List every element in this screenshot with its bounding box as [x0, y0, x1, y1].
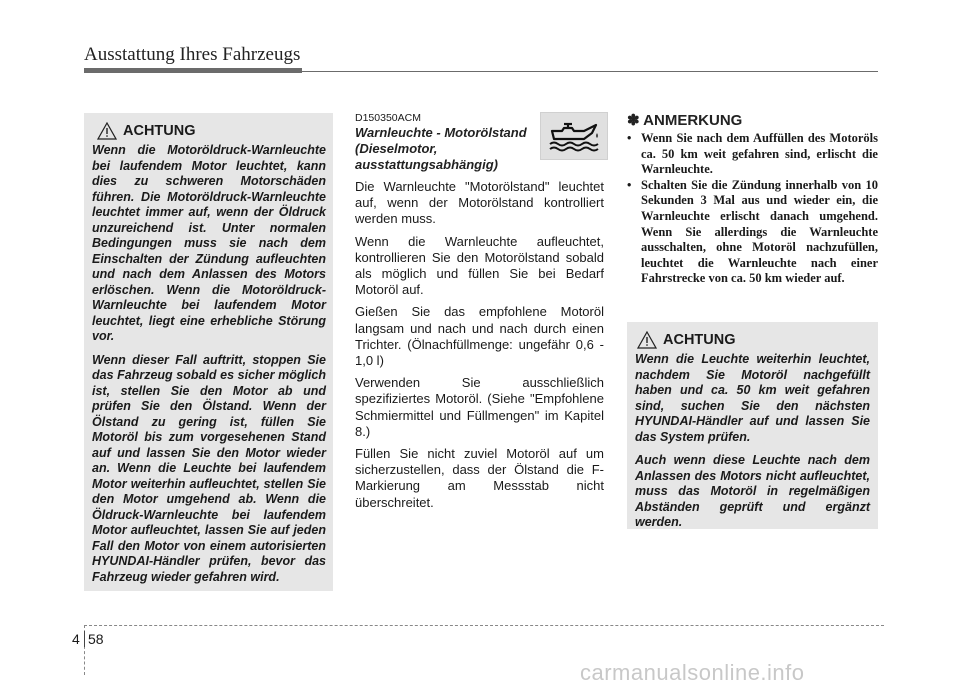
- left-warning-title: ACHTUNG: [123, 123, 196, 139]
- right-warning-header: [635, 331, 870, 349]
- section-code: D150350ACM: [355, 112, 421, 124]
- note-item: • Schalten Sie die Zündung innerhalb von 10 Sekunden 3 Mal aus und wieder ein, die Warnleuchte erlischt danach umgehend. Wenn Sie allerdings die Warnleuchte ausschalten, ohne Motoröl nachzufüllen, leuchtet die Warnleuchte nach einer Fahrstrecke von ca. 50 km wieder auf.: [627, 178, 878, 287]
- left-warning-header: [92, 122, 326, 140]
- right-warning-paragraph: Wenn die Leuchte weiterhin leuchtet, nachdem Sie Motoröl nachgefüllt haben und ca. 50 km weit gefahren sind, suchen Sie den nächsten HYUNDAI-Händler auf und lassen Sie das System prüfen.: [635, 352, 870, 444]
- left-warning-body: [92, 143, 326, 585]
- left-warning-box: [84, 113, 333, 591]
- section-subtitle: Warnleuchte - Motorölstand (Dieselmotor, ausstattungsabhängig): [355, 125, 527, 172]
- watermark: carmanualsonline.info: [580, 660, 805, 685]
- left-warning-paragraph: Wenn dieser Fall auftritt, stoppen Sie das Fahrzeug sobald es sicher möglich ist, stellen Sie den Motor ab und prüfen Sie den Ölstand. Wenn der Ölstand zu gering ist, füllen Sie Motoröl bis zum vorgesehenen Stand auf und lassen Sie den Motor wieder an. Wenn die Leuchte bei laufendem Motor weiterhin aufleuchtet, stellen Sie den Motor umgehend ab. Wenn die Öldruck-Warnleuchte bei laufendem Motor aufleuchtet, lassen Sie auf jeden Fall den Motor von einem autorisierten HYUNDAI-Händler prüfen, bevor das Fahrzeug wieder gefahren wird.: [92, 352, 326, 584]
- page-number-separator: [84, 631, 85, 647]
- body-paragraph: Füllen Sie nicht zuviel Motoröl auf um sicherzustellen, dass der Ölstand die F-Markierung am Messstab nicht überschreitet.: [355, 446, 604, 510]
- body-paragraph: Die Warnleuchte "Motorölstand" leuchtet auf, wenn der Motorölstand kontrolliert werden muss.: [355, 179, 604, 227]
- oil-can-icon: [546, 119, 602, 153]
- body-paragraph: Verwenden Sie ausschließlich spezifiziertes Motoröl. (Siehe "Empfohlene Schmiermittel und Füllmengen" im Kapitel 8.): [355, 375, 604, 439]
- body-paragraph: Wenn die Warnleuchte aufleuchtet, kontrollieren Sie den Motorölstand sobald als möglich und füllen Sie bei Bedarf Motoröl auf.: [355, 233, 604, 298]
- right-warning-paragraph: Auch wenn diese Leuchte nach dem Anlassen des Motors nicht aufleuchtet, muss das Motoröl in regelmäßigen Abständen geprüft und ergänzt werden.: [635, 453, 870, 529]
- left-warning-paragraph: Wenn die Motoröldruck-Warnleuchte bei laufendem Motor leuchtet, kann dies zu schweren Motorschäden führen. Die Motoröldruck-Warnleuchte leuchtet immer auf, wenn der Öldruck unzureichend ist. Unter normalen Bedingungen muss sie nach dem Einschalten der Zündung aufleuchten und nach dem Anlassen des Motors erlöschen. Wenn die Motoröldruck-Warnleuchte bei laufendem Motor leuchtet, liegt eine erhebliche Störung vor.: [92, 143, 326, 343]
- oil-level-icon: [540, 112, 608, 160]
- footer-rule: [84, 625, 884, 626]
- warning-triangle-icon: [637, 331, 657, 349]
- note-list: [627, 131, 878, 287]
- right-warning-title: ACHTUNG: [663, 332, 736, 348]
- body-paragraph: Gießen Sie das empfohlene Motoröl langsam und nach und nach durch einen Trichter. (Ölnachfüllmenge: ungefähr 0,6 - 1,0 l): [355, 304, 604, 369]
- note-item: • Wenn Sie nach dem Auffüllen des Motoröls ca. 50 km weit gefahren sind, erlischt die Warnleuchte.: [627, 131, 878, 178]
- right-warning-body: [635, 352, 870, 531]
- page-number: 58: [88, 631, 104, 647]
- warning-triangle-icon: [97, 122, 117, 140]
- chapter-number: 4: [72, 631, 80, 647]
- note-title: ✽ ANMERKUNG: [627, 112, 743, 129]
- right-warning-box: [627, 322, 878, 529]
- section-body: [355, 179, 604, 517]
- header-rule: [84, 71, 878, 72]
- page-header-title: Ausstattung Ihres Fahrzeugs: [84, 44, 301, 65]
